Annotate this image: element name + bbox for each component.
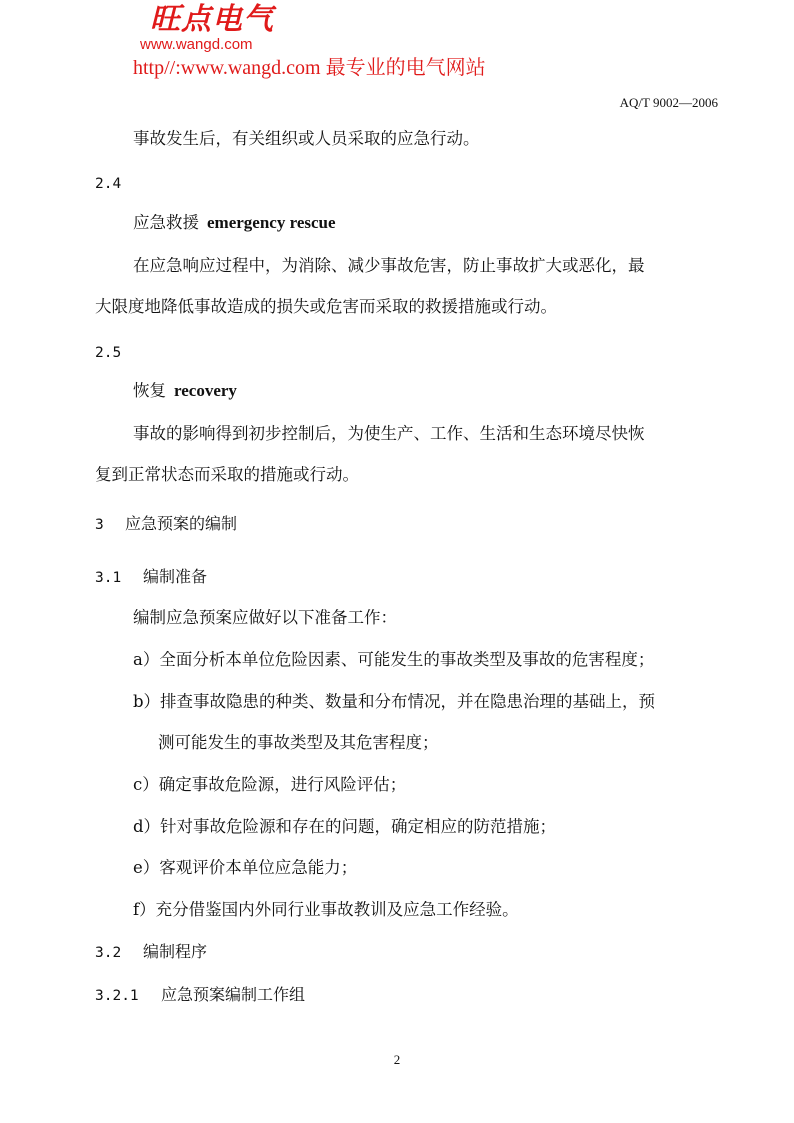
heading-section-3-2-1: [95, 984, 305, 1007]
site-tagline: http//:www.wangd.com 最专业的电气网站: [133, 57, 486, 79]
list-item-b-line-1: b）排查事故隐患的种类、数量和分布情况，并在隐患治理的基础上，预: [133, 692, 656, 711]
term-en: emergency rescue: [207, 213, 336, 232]
standard-code: AQ/T 9002—2006: [619, 95, 718, 110]
heading-title: 应急预案编制工作组: [161, 985, 306, 1004]
paragraph-intro: 事故发生后，有关组织或人员采取的应急行动。: [133, 129, 480, 148]
paragraph-2-5-line-2: 复到正常状态而采取的措施或行动。: [95, 465, 359, 484]
heading-number: 3: [95, 517, 104, 533]
list-item-a: a）全面分析本单位危险因素、可能发生的事故类型及事故的危害程度；: [133, 650, 655, 669]
list-item-b-line-2: 测可能发生的事故类型及其危害程度；: [158, 733, 439, 752]
paragraph-2-4-line-2: 大限度地降低事故造成的损失或危害而采取的救援措施或行动。: [95, 297, 557, 316]
list-item-e: e）客观评价本单位应急能力；: [133, 858, 358, 877]
list-item-d: d）针对事故危险源和存在的问题，确定相应的防范措施；: [133, 817, 557, 836]
list-item-c: c）确定事故危险源，进行风险评估；: [133, 775, 407, 794]
term-cn: 恢复: [133, 381, 166, 400]
page-number: 2: [393, 1052, 401, 1067]
heading-number: 3.2: [95, 945, 122, 961]
heading-title: 编制程序: [143, 942, 208, 961]
list-item-f: f）充分借鉴国内外同行业事故教训及应急工作经验。: [133, 900, 519, 919]
heading-title: 编制准备: [143, 567, 208, 586]
section-number-2-4: 2.4: [95, 176, 122, 192]
section-number-2-5: 2.5: [95, 345, 122, 361]
heading-section-3: [95, 513, 237, 536]
heading-number: 3.2.1: [95, 988, 139, 1004]
heading-title: 应急预案的编制: [125, 514, 238, 533]
term-en: recovery: [174, 381, 237, 400]
heading-section-3-1: [95, 566, 207, 589]
logo-url-text: www.wangd.com: [140, 36, 253, 53]
paragraph-3-1-intro: 编制应急预案应做好以下准备工作：: [133, 608, 397, 627]
term-recovery: [133, 380, 237, 402]
term-emergency-rescue: [133, 212, 336, 234]
heading-number: 3.1: [95, 570, 122, 586]
term-cn: 应急救援: [133, 213, 199, 232]
site-logo: [138, 2, 288, 58]
heading-section-3-2: [95, 941, 207, 964]
paragraph-2-5-line-1: 事故的影响得到初步控制后，为使生产、工作、生活和生态环境尽快恢: [133, 424, 645, 443]
paragraph-2-4-line-1: 在应急响应过程中，为消除、减少事故危害，防止事故扩大或恶化，最: [133, 256, 645, 275]
logo-chinese-text: 旺点电气: [150, 2, 274, 37]
